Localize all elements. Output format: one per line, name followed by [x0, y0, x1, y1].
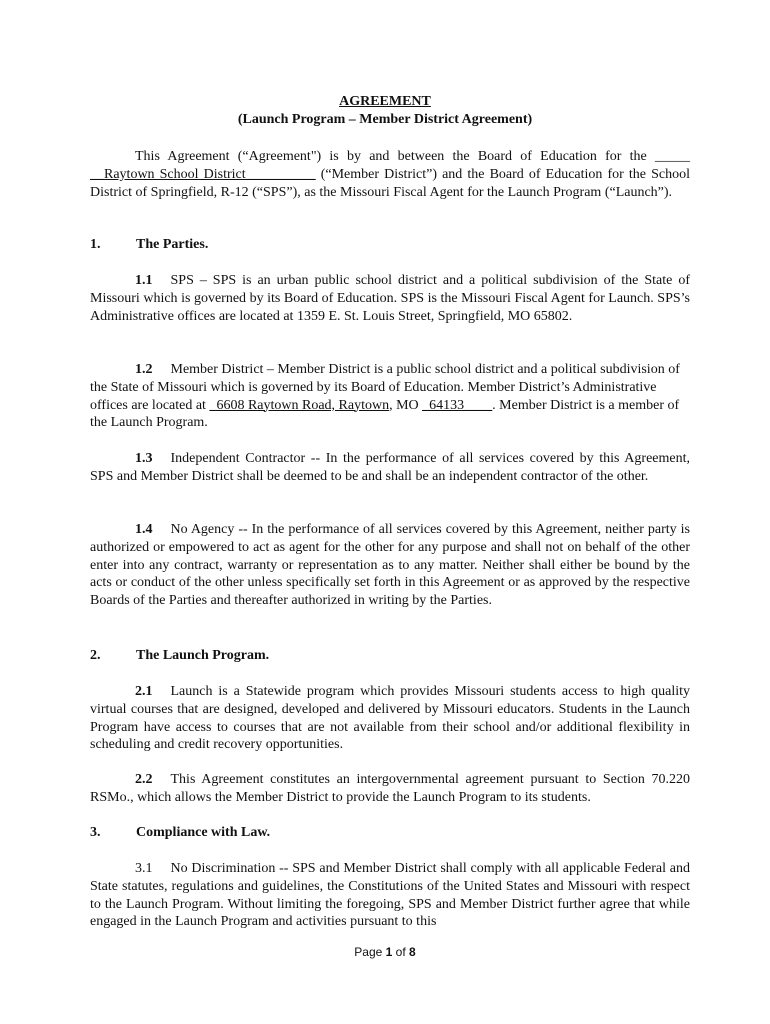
- page-number-footer: Page 1 of 8: [354, 945, 416, 959]
- section-heading-1: 1. The Parties.: [90, 237, 209, 252]
- clause-2-1: 2.1 Launch is a Statewide program which provides Missouri students access to high quality virtual courses that are designed, developed and delivered by Missouri educators. Students in the Launch Program have access to courses that are not available from their school and/or additional flexibility in scheduling and credit recovery opportunities.: [90, 684, 690, 753]
- intro-text-b: (“Member District”) and the Board of Education for the School District of Springfield, R-12 (“SPS”), as the Missouri Fiscal Agent for the Launch Program (“Launch”).: [90, 166, 690, 200]
- clause-1-4: 1.4 No Agency -- In the performance of all services covered by this Agreement, neither party is authorized or empowered to act as agent for the other for any purpose and shall not on behalf of the other enter into any contract, warranty or representation as to any matter. Neither shall either be bound by the acts or conduct of the other unless specifically set forth in this Agreement or as approved by the respective Boards of the Parties and thereafter authorized in writing by the Parties.: [90, 522, 690, 609]
- section-heading-3: 3. Compliance with Law.: [90, 825, 271, 840]
- document-title: AGREEMENT: [339, 94, 431, 109]
- intro-paragraph: [90, 148, 690, 201]
- current-page-number: 1: [385, 945, 393, 959]
- clause-1-3: 1.3 Independent Contractor -- In the performance of all services covered by this Agreement, SPS and Member District shall be deemed to be and shall be an independent contractor of the other.: [90, 451, 690, 484]
- total-page-count: 8: [409, 945, 416, 959]
- intro-text-a: This Agreement (“Agreement") is by and between the Board of Education for the _____: [135, 149, 690, 164]
- clause-2-2: 2.2 This Agreement constitutes an intergovernmental agreement pursuant to Section 70.220 RSMo., which allows the Member District to provide the Launch Program to its students.: [90, 772, 690, 805]
- district-zip: _64133____: [422, 397, 493, 413]
- clause-1-2: 1.2 Member District – Member District is a public school district and a political subdivision of the State of Missouri which is governed by its Board of Education. Member District’s Administrative offices are located at _6608 Raytown Road, Raytown, MO _64133____. Member District is a member of the Launch Program.: [90, 362, 680, 431]
- section-heading-2: 2. The Launch Program.: [90, 648, 270, 663]
- clause-3-1: 3.1 No Discrimination -- SPS and Member District shall comply with all applicable Federal and State statutes, regulations and guidelines, the Constitutions of the United States and Missouri with respect to the Launch Program. Without limiting the foregoing, SPS and Member District further agree that while engaged in the Launch Program and activities pursuant to this: [90, 861, 690, 930]
- district-address: _6608 Raytown Road, Raytown: [209, 397, 390, 413]
- title-block: [0, 93, 770, 129]
- clause-1-1: 1.1 SPS – SPS is an urban public school district and a political subdivision of the State of Missouri which is governed by its Board of Education. SPS is the Missouri Fiscal Agent for Launch. SPS’s Administrative offices are located at 1359 E. St. Louis Street, Springfield, MO 65802.: [90, 273, 690, 324]
- member-district-name: __Raytown School District__________: [90, 166, 316, 182]
- document-subtitle: (Launch Program – Member District Agreement): [237, 111, 533, 127]
